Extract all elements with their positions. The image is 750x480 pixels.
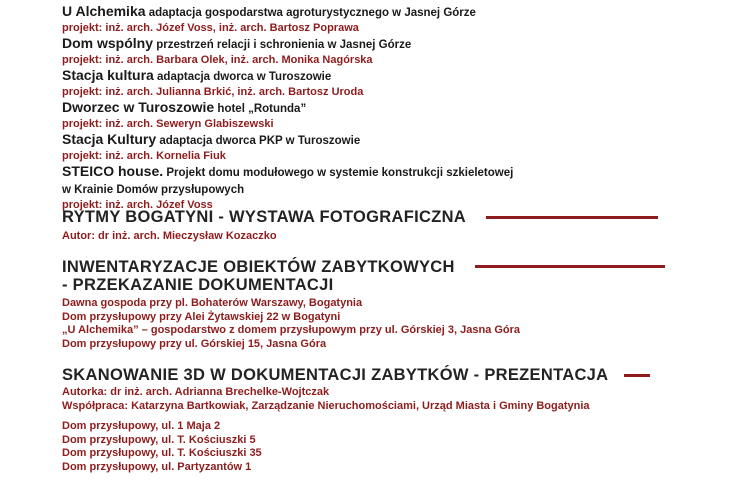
heading-rule	[624, 374, 650, 377]
project-desc: adaptacja gospodarstwa agroturystycznego w Jasnej Górze	[145, 7, 476, 19]
heading-rule	[475, 265, 665, 268]
section-heading-continued	[62, 276, 722, 294]
section-heading	[62, 366, 722, 384]
heading-rule	[486, 216, 658, 219]
project-desc: adaptacja dworca PKP w Turoszowie	[156, 135, 361, 147]
project-credit: projekt: inż. arch. Barbara Olek, inż. arch. Monika Nagórska	[62, 54, 373, 66]
project-name: U Alchemika	[62, 3, 146, 19]
project-title	[62, 36, 722, 53]
project-item	[62, 100, 722, 132]
project-desc: hotel „Rotunda”	[214, 103, 307, 115]
section-heading	[62, 258, 722, 276]
section-photo-exhibition	[62, 208, 722, 243]
project-name: Dworzec w Turoszowie	[62, 99, 215, 115]
list-item: Dom przysłupowy przy ul. Górskiej 15, Jasna Góra	[62, 337, 327, 350]
section-author: Autor: dr inż. arch. Mieczysław Kozaczko	[62, 230, 277, 242]
section-title-line: - PRZEKAZANIE DOKUMENTACJI	[62, 276, 334, 294]
project-desc-continued: w Krainie Domów przysłupowych	[62, 184, 245, 196]
project-item	[62, 4, 722, 36]
project-item	[62, 164, 722, 213]
project-item	[62, 36, 722, 68]
project-title	[62, 100, 722, 117]
project-title	[62, 164, 722, 181]
project-list	[62, 4, 722, 213]
project-title	[62, 68, 722, 85]
project-title	[62, 4, 722, 21]
project-credit: projekt: inż. arch. Józef Voss, inż. arch. Bartosz Poprawa	[62, 22, 359, 34]
project-credit: projekt: inż. arch. Seweryn Glabiszewski	[62, 118, 274, 130]
list-item: Dom przysłupowy, ul. 1 Maja 2	[62, 420, 221, 432]
section-3d-scanning	[62, 366, 722, 474]
project-credit: projekt: inż. arch. Julianna Brkić, inż. arch. Bartosz Uroda	[62, 86, 364, 98]
section-collaboration: Współpraca: Katarzyna Bartkowiak, Zarządzanie Nieruchomościami, Urząd Miasta i Gminy Bogatynia	[62, 399, 590, 412]
project-item	[62, 132, 722, 164]
list-item: Dom przysłupowy, ul. Partyzantów 1	[62, 460, 252, 473]
list-item: Dom przysłupowy, ul. T. Kościuszki 5	[62, 433, 256, 446]
project-desc: Projekt domu modułowego w systemie konstrukcji szkieletowej	[163, 167, 514, 179]
section-heading	[62, 208, 722, 226]
section-title: RYTMY BOGATYNI - WYSTAWA FOTOGRAFICZNA	[62, 208, 467, 226]
section-list	[62, 420, 722, 474]
project-credit: projekt: inż. arch. Kornelia Fiuk	[62, 150, 226, 162]
section-title: SKANOWANIE 3D W DOKUMENTACJI ZABYTKÓW - PREZENTACJA	[62, 366, 609, 384]
section-title-line: INWENTARYZACJE OBIEKTÓW ZABYTKOWYCH	[62, 258, 455, 276]
project-desc: przestrzeń relacji i schronienia w Jasnej Górze	[153, 39, 412, 51]
list-item: „U Alchemika” – gospodarstwo z domem przysłupowym przy ul. Górskiej 3, Jasna Góra	[62, 324, 521, 336]
section-list	[62, 297, 722, 351]
project-name: STEICO house.	[62, 163, 164, 179]
list-item: Dom przysłupowy, ul. T. Kościuszki 35	[62, 447, 262, 459]
list-item: Dawna gospoda przy pl. Bohaterów Warszawy, Bogatynia	[62, 297, 363, 309]
project-title	[62, 132, 722, 149]
section-author: Autorka: dr inż. arch. Adrianna Brechelke-Wojtczak	[62, 386, 330, 398]
project-desc: adaptacja dworca w Turoszowie	[153, 71, 332, 83]
project-name: Dom wspólny	[62, 35, 154, 51]
list-item: Dom przysłupowy przy Alei Żytawskiej 22 w Bogatyni	[62, 310, 341, 323]
project-credit: projekt: inż. arch. Józef Voss	[62, 199, 213, 211]
project-name: Stacja kultura	[62, 67, 154, 83]
section-inventory	[62, 258, 722, 351]
project-item	[62, 68, 722, 100]
project-name: Stacja Kultury	[62, 131, 157, 147]
